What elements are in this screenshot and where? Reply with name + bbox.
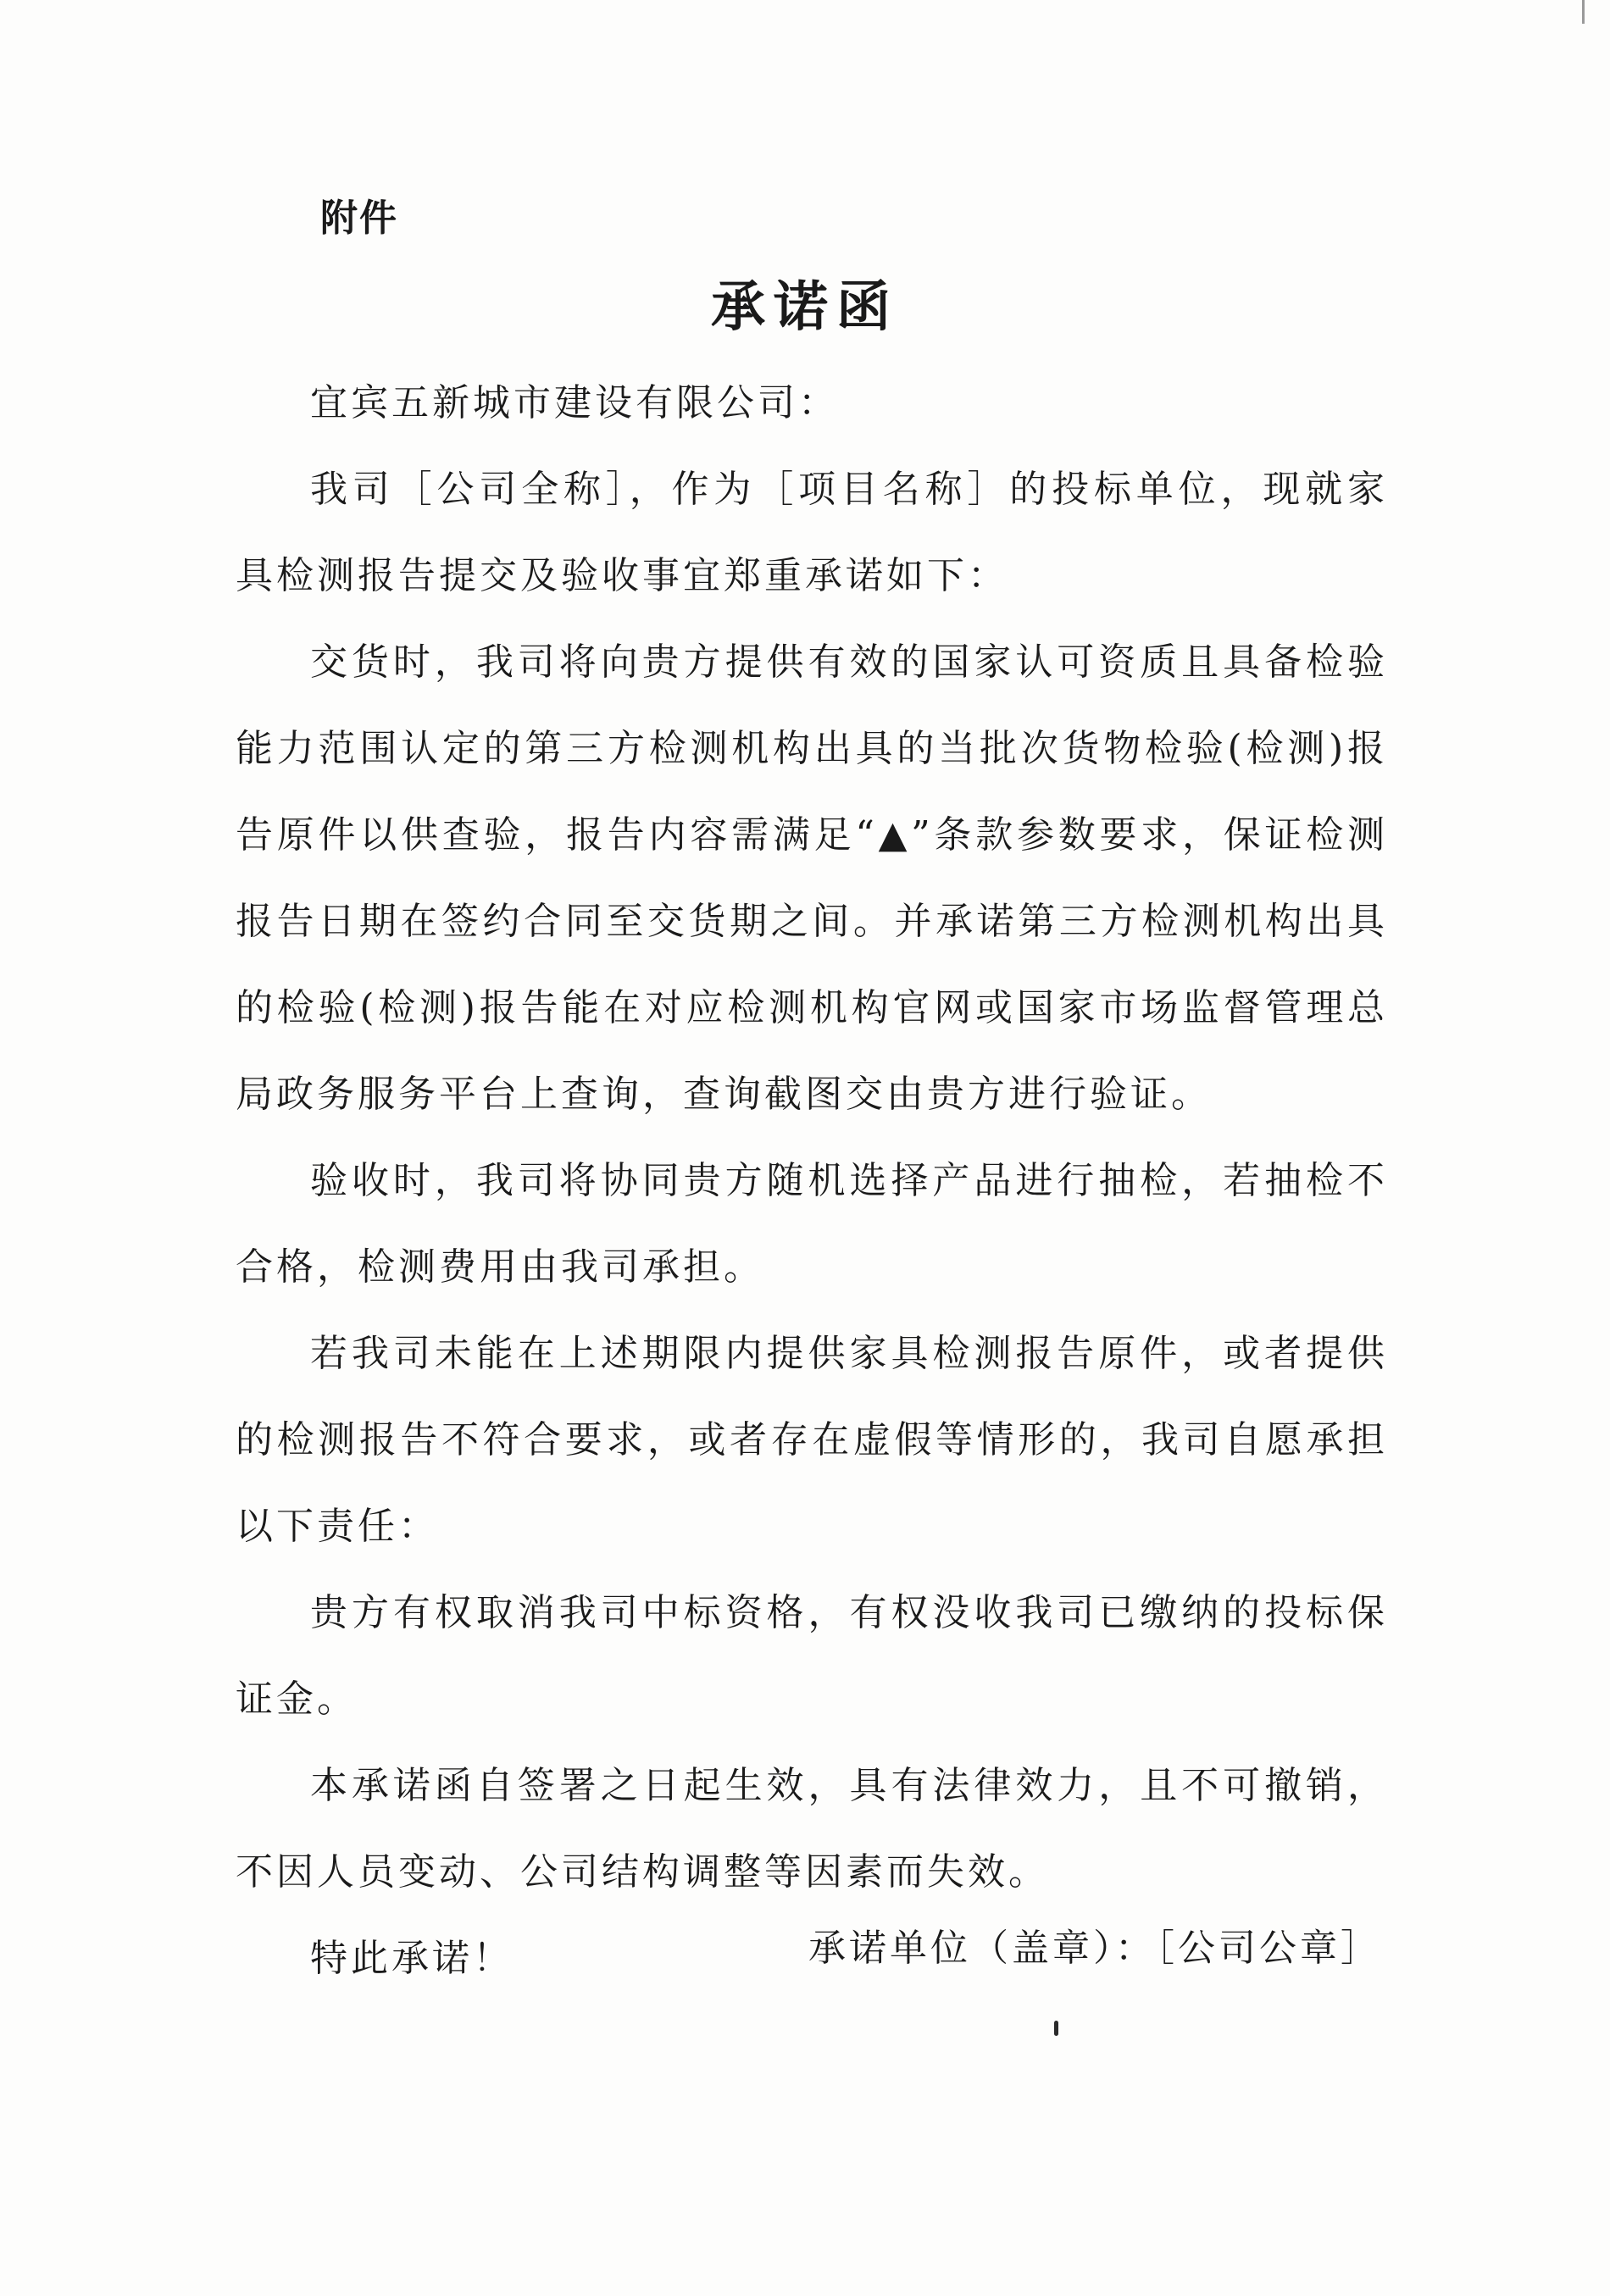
paragraph-delivery: 交货时，我司将向贵方提供有效的国家认可资质且具备检验能力范围认定的第三方检测机构出具的当批次货物检验(检测)报告原件以供查验，报告内容需满足“▲”条款参数要求，保证检测报告日期在签约合同至交货期之间。并承诺第三方检测机构出具的检验(检测)报告能在对应检测机构官网或国家市场监督管理总局政务服务平台上查询，查询截图交由贵方进行验证。 xyxy=(236,641,1388,1116)
scan-edge-mark xyxy=(1582,0,1585,24)
paragraph-acceptance: 验收时，我司将协同贵方随机选择产品进行抽检，若抽检不合格，检测费用由我司承担。 xyxy=(236,1159,1388,1289)
paragraph-closing: 特此承诺！ xyxy=(310,1937,514,1980)
pen-mark xyxy=(1054,2021,1058,2036)
paragraph-effectiveness: 本承诺函自签署之日起生效，具有法律效力，且不可撤销，不因人员变动、公司结构调整等因素而失效。 xyxy=(236,1764,1388,1894)
document-body xyxy=(236,360,1388,2002)
document-title: 承诺函 xyxy=(711,275,899,339)
paragraph-intro: 我司［公司全称］，作为［项目名称］的投标单位，现就家具检测报告提交及验收事宜郑重承诺如下： xyxy=(236,468,1388,597)
salutation: 宜宾五新城市建设有限公司： xyxy=(310,381,839,424)
paragraph-penalty: 贵方有权取消我司中标资格，有权没收我司已缴纳的投标保证金。 xyxy=(236,1591,1388,1721)
paragraph-liability: 若我司未能在上述期限内提供家具检测报告原件，或者提供的检测报告不符合要求，或者存在虚假等情形的，我司自愿承担以下责任： xyxy=(236,1332,1388,1548)
signature-line: 承诺单位（盖章）：［公司公章］ xyxy=(808,1927,1381,1970)
attachment-label: 附件 xyxy=(320,197,398,240)
